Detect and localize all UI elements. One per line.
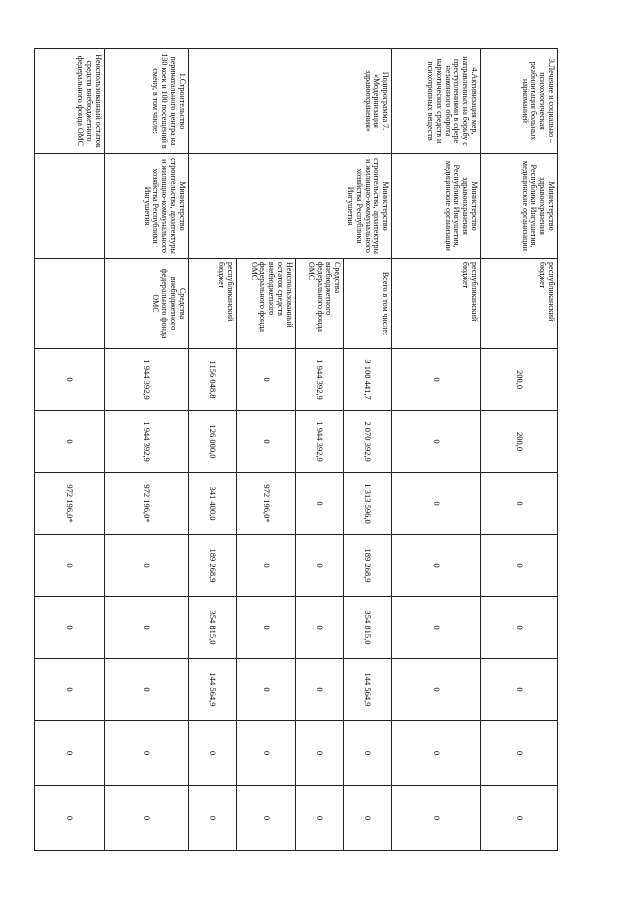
amount-cell: 0 [392, 473, 481, 535]
amount-cell: 1156 048,8 [188, 349, 236, 411]
amount-cell: 0 [295, 786, 343, 851]
amount-cell: 0 [236, 597, 295, 659]
amount-cell: 0 [392, 721, 481, 786]
amount-cell: 144 564,9 [344, 659, 392, 721]
funding-source-cell: республиканский бюджет [188, 259, 236, 349]
amount-cell: 0 [35, 411, 105, 473]
amount-cell: 0 [392, 535, 481, 597]
program-name-cell: Неиспользованный остаток средств внебюджетного федерального фонда ОМС [35, 49, 105, 154]
amount-cell: 126 000,0 [188, 411, 236, 473]
amount-cell: 0 [481, 721, 558, 786]
executor-cell: Министерство строительства, архитектуры и жилищно-коммунального хозяйства Республики Ингушетия [104, 154, 188, 259]
amount-cell: 0 [392, 349, 481, 411]
amount-cell: 0 [481, 659, 558, 721]
rotated-table-wrapper [34, 48, 558, 850]
amount-cell: 0 [104, 786, 188, 851]
executor-cell [35, 154, 105, 259]
funding-source-cell: Всего в том числе: [344, 259, 392, 349]
amount-cell: 0 [481, 597, 558, 659]
table-row [344, 49, 392, 851]
amount-cell: 0 [236, 721, 295, 786]
amount-cell: 1 944 392,9 [295, 411, 343, 473]
amount-cell: 0 [35, 535, 105, 597]
amount-cell: 144 564,9 [188, 659, 236, 721]
amount-cell: 2 070 392,9 [344, 411, 392, 473]
amount-cell: 0 [344, 721, 392, 786]
amount-cell: 0 [295, 535, 343, 597]
amount-cell: 0 [236, 659, 295, 721]
table-row [104, 49, 188, 851]
amount-cell: 0 [236, 349, 295, 411]
amount-cell: 0 [392, 786, 481, 851]
amount-cell: 0 [35, 721, 105, 786]
program-name-cell: 1.Строительство перинатального центра на 130 коек и 100 посещений в смену, в том числе: [104, 49, 188, 154]
table-row [392, 49, 481, 851]
funding-source-cell: Неиспользованный остаток средств внебюджетного федерального фонда ОМС [236, 259, 295, 349]
amount-cell: 0 [236, 411, 295, 473]
amount-cell: 0 [236, 535, 295, 597]
amount-cell: 0 [392, 597, 481, 659]
amount-cell: 0 [344, 786, 392, 851]
amount-cell: 972 196,0* [35, 473, 105, 535]
amount-cell: 200,0 [481, 349, 558, 411]
amount-cell: 189 268,9 [344, 535, 392, 597]
amount-cell: 0 [481, 535, 558, 597]
funding-source-cell: Средства внебюджетного федерального фонда ОМС [295, 259, 343, 349]
amount-cell: 1 944 392,9 [295, 349, 343, 411]
amount-cell: 0 [188, 786, 236, 851]
executor-cell: Министерство строительства, архитектуры и жилищно-коммунального хозяйства Республики Ингушетия [188, 154, 391, 259]
table-row [481, 49, 558, 851]
amount-cell: 354 815,0 [344, 597, 392, 659]
executor-cell: Министерство здравоохранения Республики Ингушетия, медицинские организации [481, 154, 558, 259]
amount-cell: 0 [104, 659, 188, 721]
amount-cell: 189 268,9 [188, 535, 236, 597]
amount-cell: 0 [295, 597, 343, 659]
amount-cell: 0 [35, 786, 105, 851]
amount-cell: 341 400,0 [188, 473, 236, 535]
amount-cell: 0 [35, 659, 105, 721]
executor-cell: Министерство здравоохранения Республики Ингушетия, медицинские организации [392, 154, 481, 259]
amount-cell: 0 [188, 721, 236, 786]
table-row [35, 49, 105, 851]
amount-cell: 972 196,0* [104, 473, 188, 535]
funding-source-cell [35, 259, 105, 349]
amount-cell: 354 815,0 [188, 597, 236, 659]
funding-source-cell: республиканский бюджет [481, 259, 558, 349]
amount-cell: 0 [295, 659, 343, 721]
funding-source-cell: республиканский бюджет [392, 259, 481, 349]
program-name-cell: 3.Лечение и социально – психологическая реабилитация больных наркоманией [481, 49, 558, 154]
amount-cell: 1 944 392,9 [104, 411, 188, 473]
amount-cell: 0 [392, 411, 481, 473]
amount-cell: 0 [104, 597, 188, 659]
amount-cell: 0 [295, 473, 343, 535]
program-name-cell: Подпрограмма 7. «Модернизация здравоохранения» [188, 49, 391, 154]
amount-cell: 1 944 392,9 [104, 349, 188, 411]
budget-table [34, 48, 558, 851]
amount-cell: 0 [35, 597, 105, 659]
funding-source-cell: Средства внебюджетного федерального фонда ОМС [104, 259, 188, 349]
amount-cell: 0 [104, 721, 188, 786]
amount-cell: 0 [35, 349, 105, 411]
amount-cell: 0 [236, 786, 295, 851]
amount-cell: 3 100 441,7 [344, 349, 392, 411]
amount-cell: 1 313 596,0 [344, 473, 392, 535]
program-name-cell: 4.Активизация мер, направленных на борьбу с преступлениями в сфере незаконного оборота наркотических средств и психотропных веществ [392, 49, 481, 154]
amount-cell: 0 [104, 535, 188, 597]
amount-cell: 0 [295, 721, 343, 786]
amount-cell: 0 [481, 473, 558, 535]
amount-cell: 0 [392, 659, 481, 721]
amount-cell: 0 [481, 786, 558, 851]
amount-cell: 200,0 [481, 411, 558, 473]
table-body [35, 49, 558, 851]
amount-cell: 972 196,0* [236, 473, 295, 535]
